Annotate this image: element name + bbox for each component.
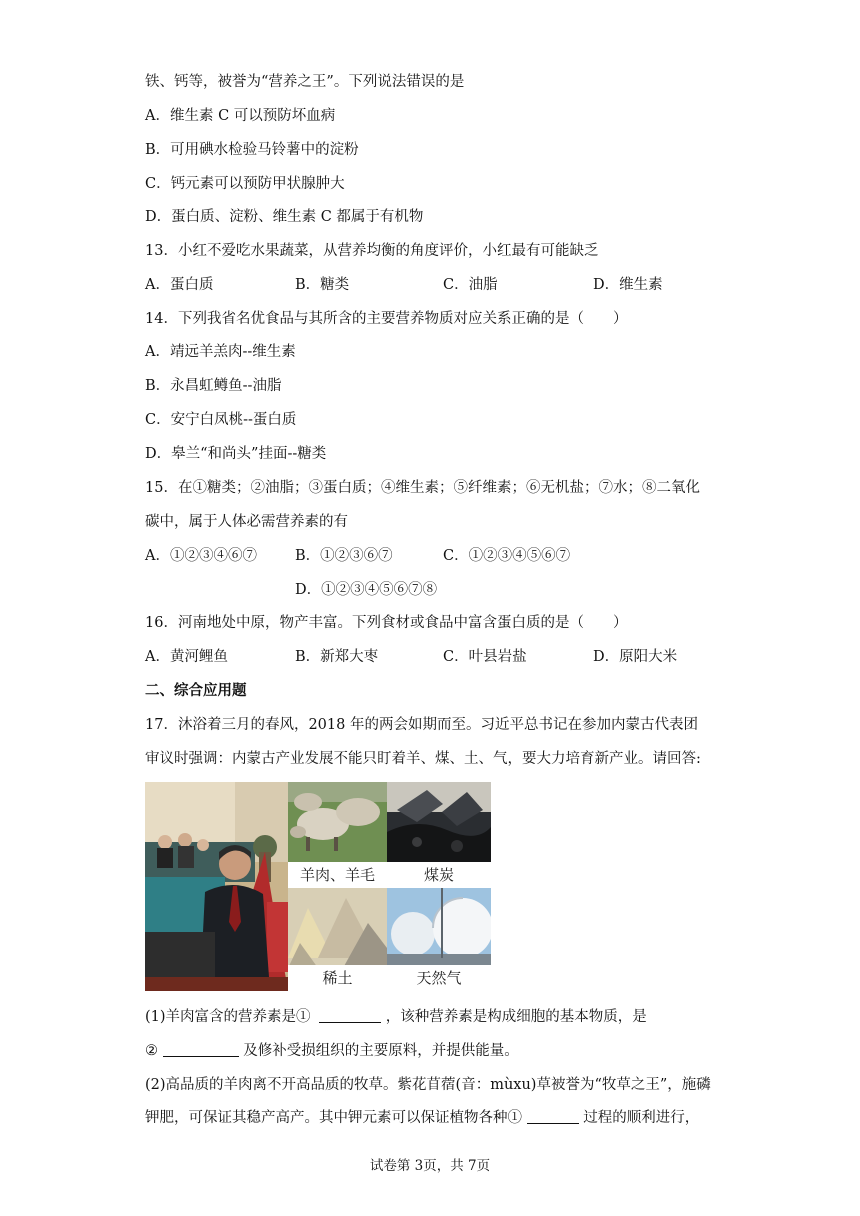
q17-sub1-line1 — [145, 1007, 647, 1027]
q16-options — [145, 647, 705, 667]
q15-stem-line1: 15．在①糖类；②油脂；③蛋白质；④维生素；⑤纤维素；⑥无机盐；⑦水；⑧二氧化 — [145, 480, 700, 496]
answer-blank-3[interactable] — [527, 1109, 579, 1124]
q13-options — [145, 275, 705, 295]
line-q12-stem: 铁、钙等，被誉为“营养之王”。下列说法错误的是 — [145, 74, 465, 90]
q15-option-c: C．①②③④⑤⑥⑦ — [443, 548, 571, 564]
caption-natural-gas: 天然气 — [387, 965, 491, 991]
q14-option-c: C．安宁白凤桃--蛋白质 — [145, 412, 297, 428]
q13-stem: 13．小红不爱吃水果蔬菜，从营养均衡的角度评价，小红最有可能缺乏 — [145, 243, 599, 259]
q15-option-a: A．①②③④⑥⑦ — [145, 548, 257, 564]
natural-gas-photo — [387, 888, 491, 991]
q14-stem: 14．下列我省名优食品与其所含的主要营养物质对应关系正确的是（ ） — [145, 311, 628, 327]
q15-stem-line2: 碳中，属于人体必需营养素的有 — [145, 514, 348, 530]
q12-option-b: B．可用碘水检验马铃薯中的淀粉 — [145, 142, 359, 158]
q16-option-d: D．原阳大米 — [593, 649, 678, 665]
q17-sub2-line1: (2)高品质的羊肉离不开高品质的牧草。紫花苜蓿(音：mùxu)草被誉为“牧草之王”，施磷 — [145, 1077, 711, 1093]
q15-options — [145, 546, 705, 566]
q14-option-d: D．皋兰“和尚头”挂面--糖类 — [145, 446, 327, 462]
q17-sub1-text-b: ，该种营养素是构成细胞的基本物质，是 — [385, 1009, 647, 1025]
q17-stem-line1: 17．沐浴着三月的春风，2018 年的两会如期而至。习近平总书记在参加内蒙古代表团 — [145, 717, 698, 733]
resource-photo-collage — [145, 782, 491, 991]
answer-blank-2[interactable] — [163, 1042, 239, 1057]
caption-sheep: 羊肉、羊毛 — [288, 862, 387, 888]
q15-option-b: B．①②③⑥⑦ — [295, 548, 393, 564]
q12-option-a: A．维生素 C 可以预防坏血病 — [145, 108, 336, 124]
q13-option-c: C．油脂 — [443, 277, 498, 293]
rare-earth-photo — [288, 888, 387, 991]
q17-sub2-text-b: 过程的顺利进行， — [583, 1110, 700, 1126]
q13-option-b: B．糖类 — [295, 277, 350, 293]
q17-sub2-text-a: 钾肥，可保证其稳产高产。其中钾元素可以保证植物各种① — [145, 1110, 522, 1126]
page-footer: 试卷第 3页，共 7页 — [369, 1158, 491, 1174]
q16-option-c: C．叶县岩盐 — [443, 649, 527, 665]
section-heading: 二、综合应用题 — [145, 683, 247, 699]
q17-stem-line2: 审议时强调：内蒙古产业发展不能只盯着羊、煤、土、气，要大力培育新产业。请回答: — [145, 751, 701, 767]
q14-option-a: A．靖远羊羔肉--维生素 — [145, 344, 296, 360]
q17-sub1-text-a: (1)羊肉富含的营养素是① — [145, 1009, 311, 1025]
coal-photo — [387, 782, 491, 888]
q17-sub1-text-d: 及修补受损组织的主要原料，并提供能量。 — [243, 1043, 519, 1059]
sheep-photo — [288, 782, 387, 888]
answer-blank-1[interactable] — [319, 1008, 381, 1023]
q13-option-d: D．维生素 — [593, 277, 663, 293]
q16-option-b: B．新郑大枣 — [295, 649, 379, 665]
meeting-photo — [145, 782, 288, 991]
q17-sub1-text-c: ② — [145, 1043, 158, 1059]
q14-option-b: B．永昌虹鳟鱼--油脂 — [145, 378, 282, 394]
q12-option-d: D．蛋白质、淀粉、维生素 C 都属于有机物 — [145, 209, 424, 225]
caption-coal: 煤炭 — [387, 862, 491, 888]
q12-option-c: C．钙元素可以预防甲状腺肿大 — [145, 176, 345, 192]
q13-option-a: A．蛋白质 — [145, 277, 214, 293]
q16-option-a: A．黄河鲤鱼 — [145, 649, 228, 665]
q16-stem: 16．河南地处中原，物产丰富。下列食材或食品中富含蛋白质的是（ ） — [145, 615, 628, 631]
q17-sub2-line2 — [145, 1108, 699, 1128]
q15-option-d: D．①②③④⑤⑥⑦⑧ — [295, 582, 438, 598]
caption-rare-earth: 稀土 — [288, 965, 387, 991]
q17-sub1-line2 — [145, 1041, 519, 1061]
